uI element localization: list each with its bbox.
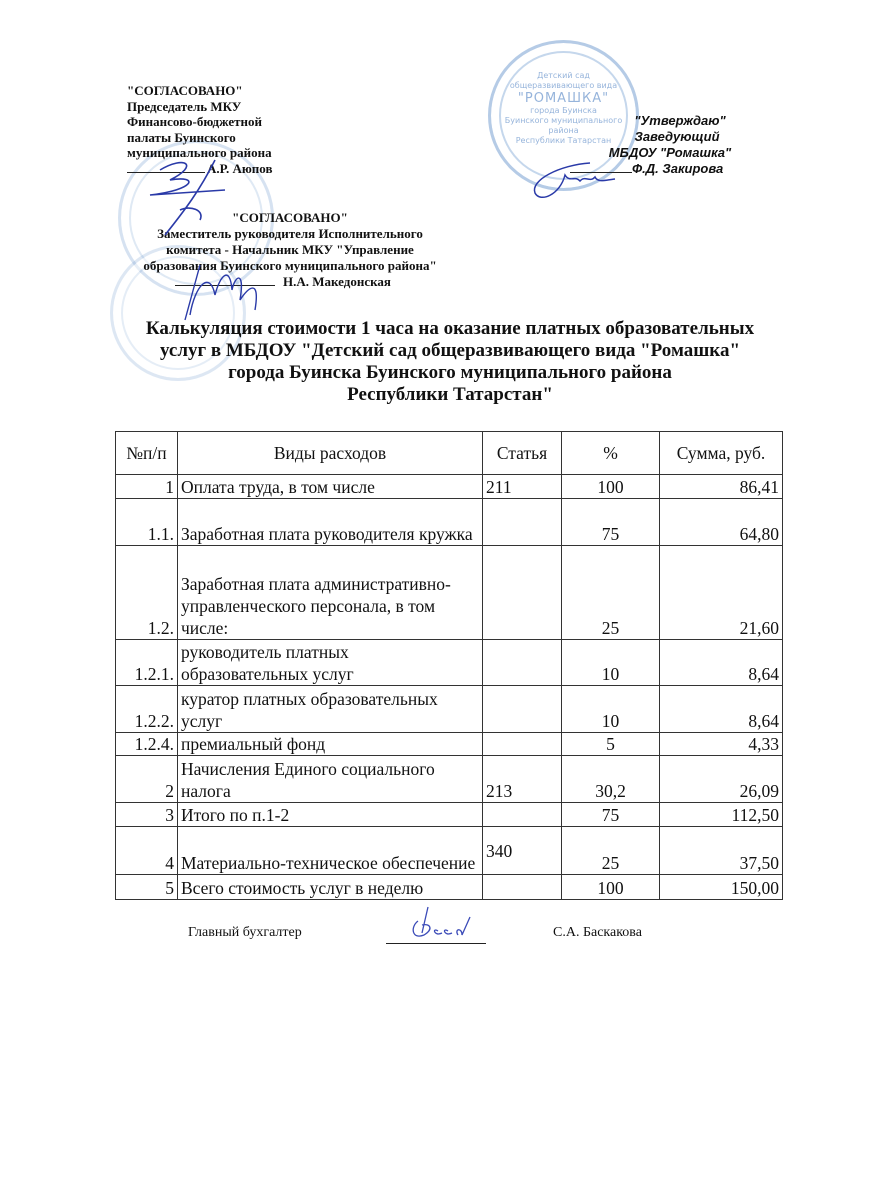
header-article: Статья xyxy=(483,432,562,475)
table-row: 4 Материально-техническое обеспечение 340 25 37,50 xyxy=(116,827,783,875)
footer-signer: С.А. Баскакова xyxy=(553,925,642,940)
signer-name: Ф.Д. Закирова xyxy=(632,161,724,176)
table-row: 1.2.2. куратор платных образовательных услуг 10 8,64 xyxy=(116,686,783,733)
table-row: 1 Оплата труда, в том числе 211 100 86,41 xyxy=(116,475,783,499)
stamp-right: Детский сад общеразвивающего вида "РОМАШКА" города Буинска Буинского муниципального района Республики Татарстан xyxy=(488,40,639,191)
signature-ayupov xyxy=(130,150,260,240)
document-title: Калькуляция стоимости 1 часа на оказание платных образовательных услуг в МБДОУ "Детский сад общеразвивающего вида "Ромашка" города Буинска Буинского муниципального района Республики Татарстан" xyxy=(145,318,755,405)
table-row-total: 5 Всего стоимость услуг в неделю 100 150,00 xyxy=(116,875,783,900)
approval-block-education: "СОГЛАСОВАНО" Заместитель руководителя Исполнительного комитета - Начальник МКУ "Управление образования Буинского муниципального района" Н.А. Македонская xyxy=(120,210,460,290)
header-percent: % xyxy=(562,432,660,475)
approval-heading: "Утверждаю" xyxy=(634,113,726,128)
total-sum: 150,00 xyxy=(660,875,783,900)
approval-block-finance: "СОГЛАСОВАНО" Председатель МКУ Финансово-бюджетной палаты Буинского муниципального района А.Р. Аюпов xyxy=(127,83,273,176)
table-row: 1.2.1. руководитель платных образовательных услуг 10 8,64 xyxy=(116,640,783,686)
signer-name: А.Р. Аюпов xyxy=(207,160,273,176)
approval-heading: "СОГЛАСОВАНО" xyxy=(232,210,348,225)
approval-block-head: "Утверждаю" Заведующий МБДОУ "Ромашка" Ф.Д. Закирова xyxy=(560,113,780,177)
header-sum: Сумма, руб. xyxy=(660,432,783,475)
footer-role: Главный бухгалтер xyxy=(188,925,302,940)
header-number: №п/п xyxy=(116,432,178,475)
signer-name: Н.А. Македонская xyxy=(283,274,391,289)
table-row: 1.1. Заработная плата руководителя кружка 75 64,80 xyxy=(116,499,783,546)
table-row: 3 Итого по п.1-2 75 112,50 xyxy=(116,803,783,827)
header-expense-type: Виды расходов xyxy=(178,432,483,475)
table-row: 1.2.4. премиальный фонд 5 4,33 xyxy=(116,733,783,756)
signature-zakirova xyxy=(520,145,630,205)
table-row: 2 Начисления Единого социального налога 213 30,2 26,09 xyxy=(116,756,783,803)
signature-baskakova xyxy=(400,905,490,945)
table-header-row xyxy=(116,432,783,475)
signature-makedonskaya xyxy=(170,255,280,325)
table-row: 1.2. Заработная плата административно-управленческого персонала, в том числе: 25 21,60 xyxy=(116,546,783,640)
cost-calculation-table xyxy=(115,431,783,900)
approval-heading: "СОГЛАСОВАНО" xyxy=(127,83,243,98)
